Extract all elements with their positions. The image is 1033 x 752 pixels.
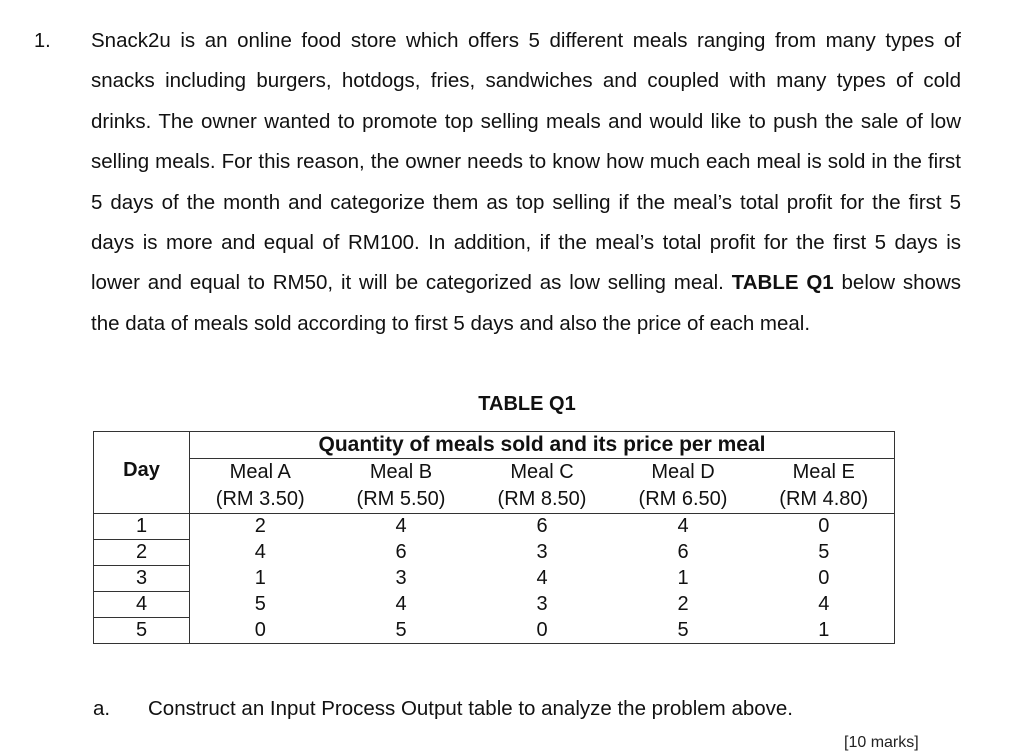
meal-name: Meal A xyxy=(229,461,291,483)
meals-table xyxy=(93,431,895,644)
day-cell: 4 xyxy=(94,592,190,618)
qty-cell: 6 xyxy=(677,541,689,563)
meal-header xyxy=(754,459,895,514)
meal-header xyxy=(190,459,331,514)
meal-header xyxy=(331,459,472,514)
qty-cell: 1 xyxy=(254,567,266,589)
table-row xyxy=(94,540,895,566)
qty-cell: 0 xyxy=(754,566,895,592)
qty-cell: 3 xyxy=(536,541,548,563)
meal-header xyxy=(613,459,754,514)
day-cell: 1 xyxy=(94,514,190,540)
qty-cell: 2 xyxy=(190,514,331,540)
qty-cell: 4 xyxy=(536,567,548,589)
paragraph-text-2: below shows the data of meals sold according to first 5 days and also the price of each meal. xyxy=(91,271,962,335)
group-header: Quantity of meals sold and its price per meal xyxy=(190,432,895,459)
qty-cell: 4 xyxy=(331,514,472,540)
qty-cell: 0 xyxy=(472,618,613,644)
qty-cell: 0 xyxy=(754,514,895,540)
meal-price: (RM 6.50) xyxy=(638,488,728,510)
day-cell: 3 xyxy=(94,566,190,592)
qty-cell: 5 xyxy=(254,593,266,615)
marks-label: [10 marks] xyxy=(844,734,919,751)
meal-price: (RM 8.50) xyxy=(497,488,587,510)
qty-cell: 5 xyxy=(613,618,754,644)
qty-cell: 1 xyxy=(677,567,689,589)
qty-cell: 6 xyxy=(395,541,407,563)
question-number: 1. xyxy=(34,30,51,52)
qty-cell: 5 xyxy=(331,618,472,644)
qty-cell: 3 xyxy=(395,567,407,589)
subquestion-text: Construct an Input Process Output table to analyze the problem above. xyxy=(148,697,793,720)
table-reference: TABLE Q1 xyxy=(731,271,834,295)
meal-header xyxy=(472,459,613,514)
meal-price: (RM 4.80) xyxy=(779,488,869,510)
day-cell: 5 xyxy=(94,618,190,644)
meal-name: Meal D xyxy=(651,461,715,483)
qty-cell: 4 xyxy=(754,592,895,618)
day-cell: 2 xyxy=(94,540,190,566)
subquestion-letter: a. xyxy=(93,697,111,720)
table-row xyxy=(94,592,895,618)
qty-cell: 4 xyxy=(254,541,266,563)
paragraph-text-1: Snack2u is an online food store which offers 5 different meals ranging from many types of snacks including burgers, hotdogs, fries, sandwiches and coupled with many types of cold drinks. The owner wanted to promote top selling meals and would like to push the sale of low selling meals. For this reason, the owner needs to know how much each meal is sold in the first 5 days of the month and categorize them as top selling if the meal’s total profit for the first 5 days is more and equal of RM100. In addition, if the meal’s total profit for the first 5 days is lower and equal to RM50, it will be categorized as low selling meal. xyxy=(91,29,961,295)
qty-cell: 5 xyxy=(754,540,895,566)
day-header: Day xyxy=(94,432,190,514)
table-row xyxy=(94,566,895,592)
qty-cell: 4 xyxy=(395,593,407,615)
qty-cell: 6 xyxy=(472,514,613,540)
meal-name: Meal C xyxy=(510,461,574,483)
qty-cell: 1 xyxy=(754,618,895,644)
qty-cell: 4 xyxy=(613,514,754,540)
table-row xyxy=(94,514,895,540)
table-row xyxy=(94,618,895,644)
meal-price: (RM 3.50) xyxy=(215,488,305,510)
qty-cell: 0 xyxy=(190,618,331,644)
meal-name: Meal E xyxy=(792,461,855,483)
meal-price: (RM 5.50) xyxy=(356,488,446,510)
table-title: TABLE Q1 xyxy=(478,393,576,415)
qty-cell: 2 xyxy=(677,593,689,615)
meal-name: Meal B xyxy=(369,461,433,483)
qty-cell: 3 xyxy=(536,593,548,615)
question-paragraph xyxy=(91,21,961,344)
